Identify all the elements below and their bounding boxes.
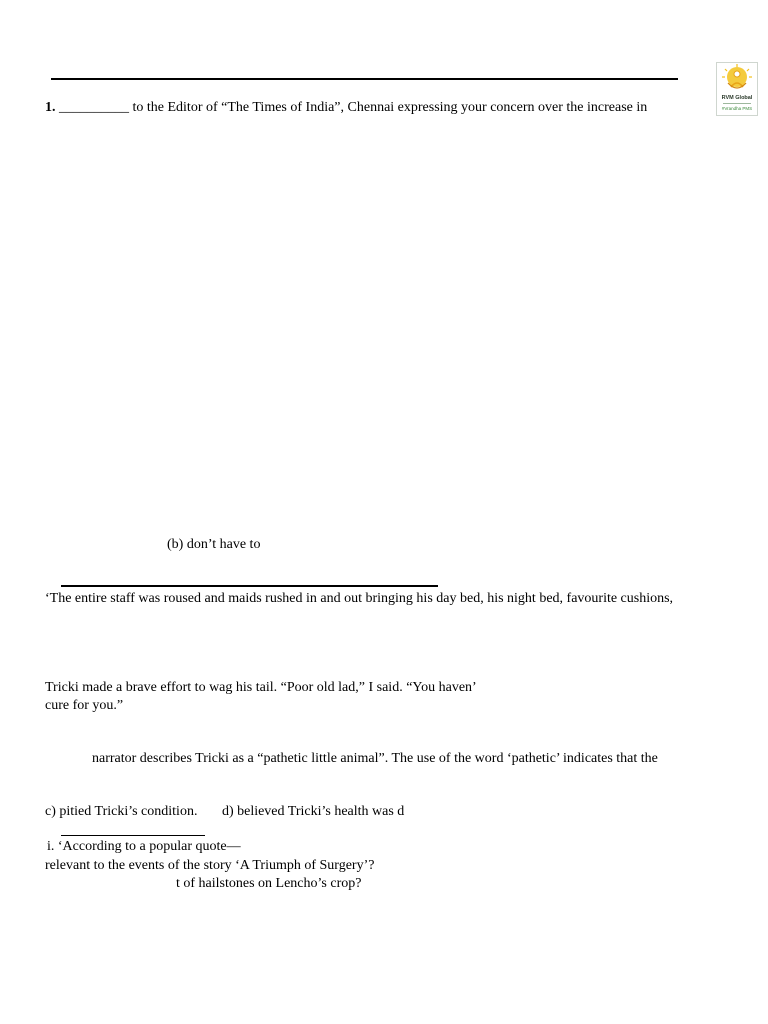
quote-line: i. ‘According to a popular quote—	[47, 839, 241, 854]
narrator-question: narrator describes Tricki as a “pathetic little animal”. The use of the word ‘pathetic’ indicates that the	[92, 751, 658, 766]
logo-brand-text: RVM Global	[721, 95, 753, 101]
logo-divider	[723, 103, 751, 104]
passage-line-3: cure for you.”	[45, 698, 124, 713]
school-logo	[716, 62, 758, 116]
school-emblem-icon	[717, 63, 757, 97]
question-1-line	[45, 99, 647, 116]
logo-tagline: #Vrandha PMS	[721, 106, 753, 111]
option-b: (b) don’t have to	[167, 537, 261, 552]
section-rule	[61, 835, 205, 836]
question-1-text: to the Editor of “The Times of India”, Chennai expressing your concern over the increase in	[129, 100, 648, 115]
question-blank: __________	[59, 100, 129, 115]
passage-rule	[61, 585, 438, 587]
options-c-d: c) pitied Tricki’s condition. d) believed Tricki’s health was d	[45, 804, 405, 819]
passage-line-2: Tricki made a brave effort to wag his tail. “Poor old lad,” I said. “You haven’	[45, 680, 477, 695]
relevant-question: relevant to the events of the story ‘A Triumph of Surgery’?	[45, 858, 375, 873]
header-rule	[51, 78, 678, 80]
question-number: 1.	[45, 100, 56, 115]
passage-line-1: ‘The entire staff was roused and maids rushed in and out bringing his day bed, his night bed, favourite cushions,	[45, 591, 674, 606]
hailstones-question: t of hailstones on Lencho’s crop?	[176, 876, 362, 891]
